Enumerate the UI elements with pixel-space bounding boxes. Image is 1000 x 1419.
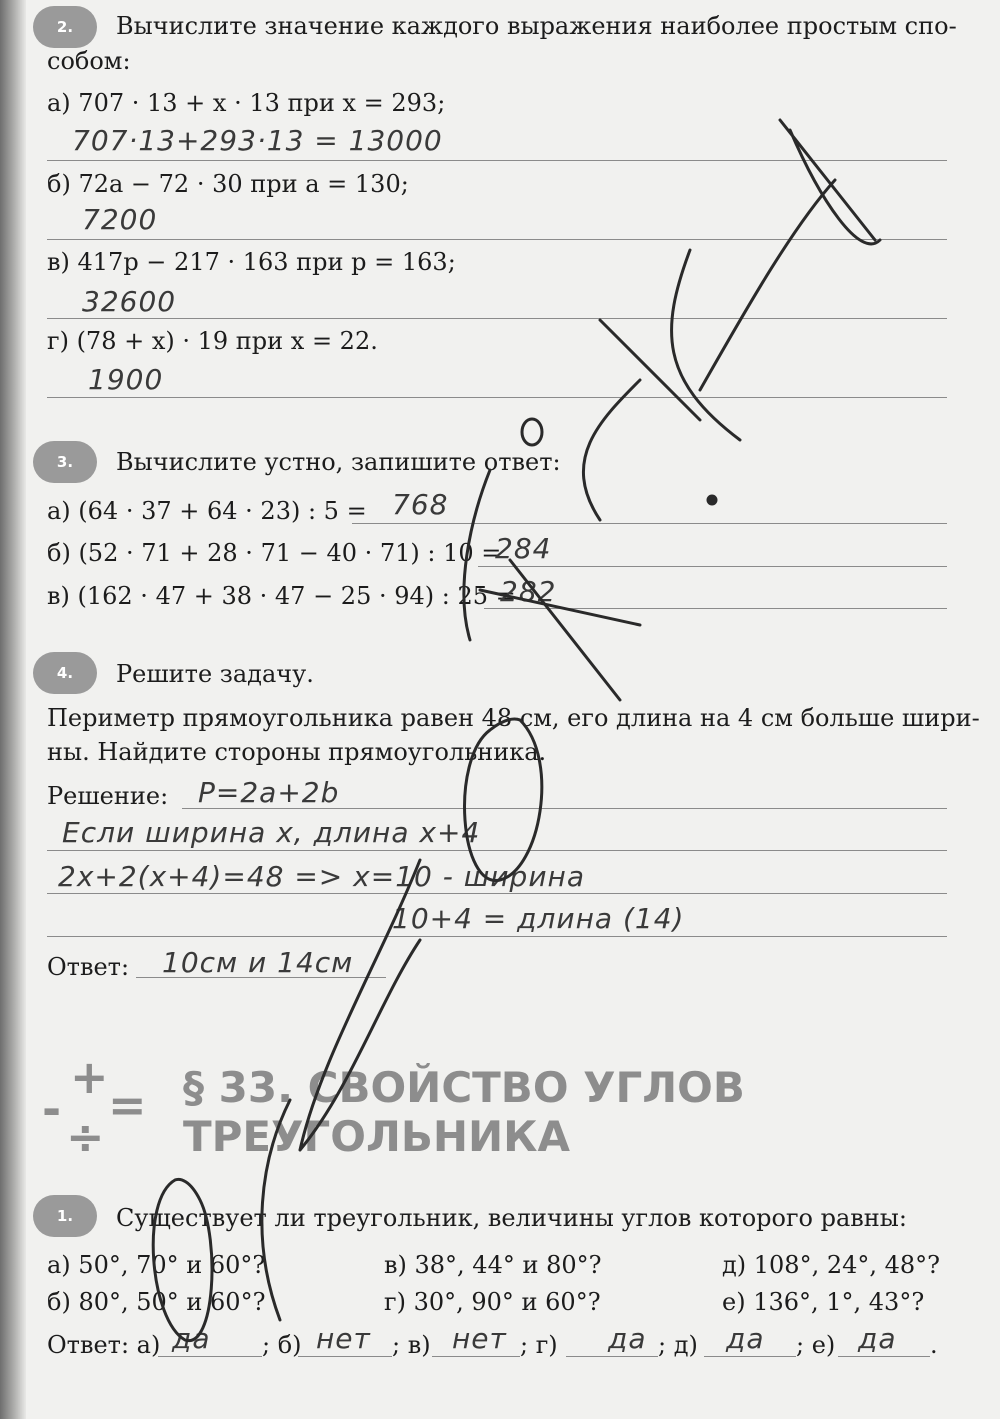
task-4-solution-label: Решение: <box>47 782 169 810</box>
task-1-option-b: б) 80°, 50° и 60°? <box>47 1288 266 1316</box>
task-1-answer-label-b: ; б) <box>262 1331 302 1359</box>
task-1-option-v: в) 38°, 44° и 80°? <box>384 1251 602 1279</box>
task-2g-handwritten-answer: 1900 <box>88 363 164 396</box>
answer-line <box>298 1356 392 1357</box>
task-3v-handwritten-answer: 282 <box>500 575 557 608</box>
task-1-option-e: е) 136°, 1°, 43°? <box>722 1288 925 1316</box>
answer-line <box>47 397 947 398</box>
task-2a-label: а) 707 · 13 + x · 13 при x = 293; <box>47 89 446 117</box>
task-1-answer-g: да <box>608 1322 647 1355</box>
task-2g-label: г) (78 + x) · 19 при x = 22. <box>47 327 378 355</box>
task-2-prompt-line-2: собом: <box>47 47 131 75</box>
task-4-text-line-2: ны. Найдите стороны прямоугольника. <box>47 738 547 766</box>
task-1-answer-label-g: ; г) <box>520 1331 558 1359</box>
task-3v-label: в) (162 · 47 + 38 · 47 − 25 · 94) : 25 = <box>47 582 516 610</box>
task-4-prompt: Решите задачу. <box>116 660 314 688</box>
task-4-text-line-1: Периметр прямоугольника равен 48 см, его длина на 4 см больше шири- <box>47 704 980 732</box>
task-1-answer-b: нет <box>316 1322 371 1355</box>
book-spine-shadow <box>0 0 26 1419</box>
equals-icon: = <box>108 1078 147 1132</box>
section-title-line-1: § 33. СВОЙСТВО УГЛОВ <box>183 1063 745 1112</box>
answer-line <box>47 893 947 894</box>
task-1-answer-label-e: ; е) <box>796 1331 836 1359</box>
task-2b-label: б) 72a − 72 · 30 при a = 130; <box>47 170 409 198</box>
task-1-answer-label-v: ; в) <box>392 1331 431 1359</box>
task-3b-handwritten-answer: 284 <box>495 532 552 565</box>
task-1-answer-e: да <box>858 1322 897 1355</box>
answer-line <box>704 1356 796 1357</box>
task-1-answer-end: . <box>930 1331 938 1359</box>
task-2-prompt-line-1: Вычислите значение каждого выражения наиболее простым спо- <box>116 12 957 40</box>
task-4-solution-line-2: Если ширина x, длина x+4 <box>62 816 481 849</box>
answer-line <box>484 608 947 609</box>
task-1-answer-label-d: ; д) <box>658 1331 698 1359</box>
divide-icon: ÷ <box>66 1110 105 1164</box>
task-1-answer-v: нет <box>452 1322 507 1355</box>
task-4-solution-line-1: P=2a+2b <box>198 776 340 809</box>
minus-icon: - <box>42 1082 62 1136</box>
task-2a-handwritten-answer: 707·13+293·13 = 13000 <box>72 124 443 157</box>
task-4-answer-label: Ответ: <box>47 953 130 981</box>
plus-icon: + <box>70 1050 109 1104</box>
task-2v-label: в) 417p − 217 · 163 при p = 163; <box>47 248 456 276</box>
task-1-answer-prefix: Ответ: а) <box>47 1331 161 1359</box>
task-3-number-badge: 3. <box>33 441 97 483</box>
task-3-prompt: Вычислите устно, запишите ответ: <box>116 448 561 476</box>
task-1-prompt: Существует ли треугольник, величины углов которого равны: <box>116 1204 907 1232</box>
task-1-option-g: г) 30°, 90° и 60°? <box>384 1288 601 1316</box>
answer-line <box>47 850 947 851</box>
task-2v-handwritten-answer: 32600 <box>82 285 177 318</box>
task-4-handwritten-answer: 10см и 14см <box>162 946 354 979</box>
answer-line <box>47 239 947 240</box>
answer-line <box>432 1356 520 1357</box>
answer-line <box>182 808 947 809</box>
answer-line <box>566 1356 658 1357</box>
task-3a-handwritten-answer: 768 <box>392 488 449 521</box>
task-4-solution-line-4: 10+4 = длина (14) <box>392 902 685 935</box>
task-2-number-badge: 2. <box>33 6 97 48</box>
task-1-option-d: д) 108°, 24°, 48°? <box>722 1251 941 1279</box>
task-2b-handwritten-answer: 7200 <box>82 203 158 236</box>
task-1-number-badge: 1. <box>33 1195 97 1237</box>
task-1-answer-d: да <box>726 1322 765 1355</box>
answer-line <box>47 160 947 161</box>
task-3a-label: а) (64 · 37 + 64 · 23) : 5 = <box>47 497 367 525</box>
answer-line <box>838 1356 930 1357</box>
answer-line <box>136 977 386 978</box>
section-title-line-2: ТРЕУГОЛЬНИКА <box>183 1112 571 1161</box>
task-4-solution-line-3: 2x+2(x+4)=48 => x=10 - ширина <box>58 860 585 893</box>
task-4-number-badge: 4. <box>33 652 97 694</box>
answer-line <box>47 318 947 319</box>
task-1-answer-a: да <box>172 1322 211 1355</box>
answer-line <box>478 566 947 567</box>
task-1-option-a: а) 50°, 70° и 60°? <box>47 1251 266 1279</box>
task-3b-label: б) (52 · 71 + 28 · 71 − 40 · 71) : 10 = <box>47 539 502 567</box>
answer-line <box>47 936 947 937</box>
answer-line <box>352 523 947 524</box>
answer-line <box>158 1356 262 1357</box>
